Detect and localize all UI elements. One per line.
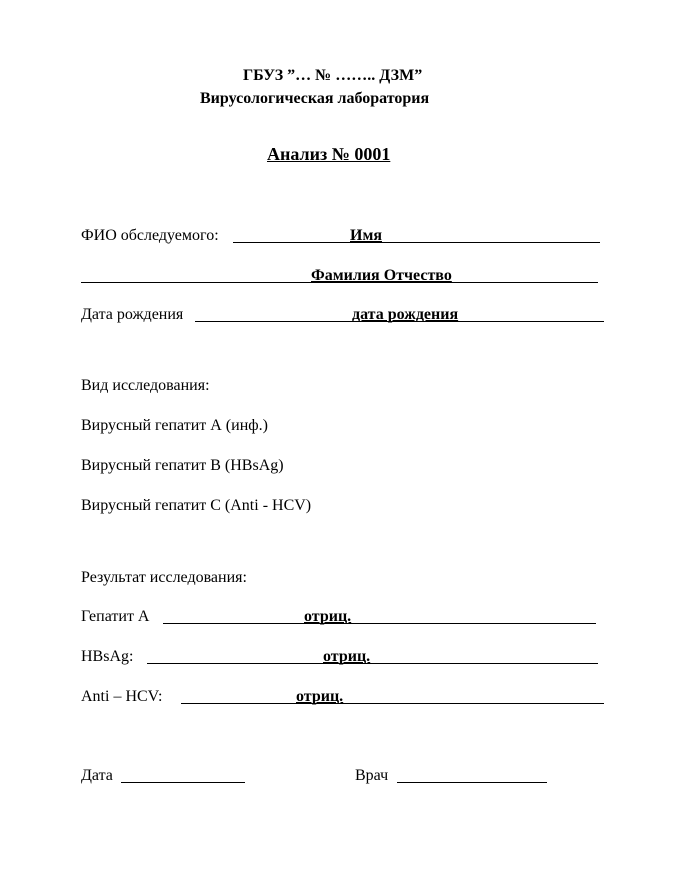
date-label: Дата	[81, 767, 113, 784]
doctor-signature-line[interactable]	[397, 782, 547, 783]
doctor-label: Врач	[355, 767, 389, 784]
dob-label: Дата рождения	[81, 306, 184, 323]
study-item: Вирусный гепатит С (Anti - HCV)	[81, 497, 312, 514]
first-name-field[interactable]: Имя	[350, 227, 382, 244]
study-item: Вирусный гепатит А (инф.)	[81, 417, 268, 434]
result-value[interactable]: отриц.	[296, 688, 344, 705]
result-label: Гепатит А	[81, 608, 150, 625]
result-line	[163, 623, 596, 624]
result-line	[181, 703, 604, 704]
fio-line	[233, 242, 600, 243]
dob-field[interactable]: дата рождения	[352, 306, 459, 323]
results-label: Результат исследования:	[81, 569, 247, 586]
fio-label: ФИО обследуемого:	[81, 227, 219, 244]
study-item: Вирусный гепатит В (HBsAg)	[81, 457, 284, 474]
result-line	[147, 663, 598, 664]
page-title: Анализ № 0001	[267, 144, 391, 164]
study-label: Вид исследования:	[81, 377, 210, 394]
date-line[interactable]	[121, 782, 245, 783]
org-name: ГБУЗ ”… № …….. ДЗМ”	[243, 67, 423, 84]
result-value[interactable]: отриц.	[323, 648, 371, 665]
last-middle-name-field[interactable]: Фамилия Отчество	[311, 267, 452, 284]
result-label: HBsAg:	[81, 648, 134, 665]
lab-name: Вирусологическая лаборатория	[200, 90, 430, 107]
result-value[interactable]: отриц.	[304, 608, 352, 625]
result-label: Anti – HCV:	[81, 688, 163, 705]
